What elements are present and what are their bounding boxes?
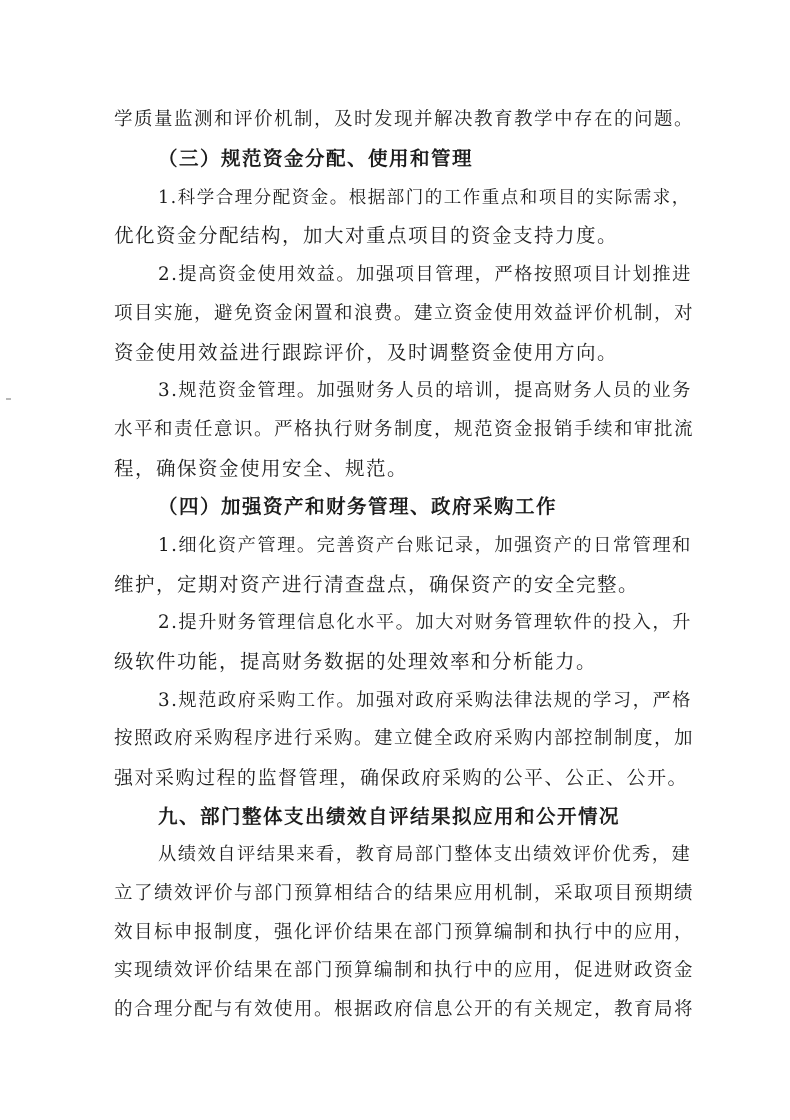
text-line: 级软件功能，提高财务数据的处理效率和分析能力。 bbox=[114, 650, 598, 673]
section-heading: （三）规范资金分配、使用和管理 bbox=[158, 147, 474, 170]
section-heading: （四）加强资产和财务管理、政府采购工作 bbox=[158, 495, 558, 518]
text-line: 资金使用效益进行跟踪评价，及时调整资金使用方向。 bbox=[114, 341, 619, 364]
text-line: 3.规范政府采购工作。加强对政府采购法律法规的学习，严格 bbox=[158, 690, 692, 711]
text-line: 维护，定期对资产进行清查盘点，确保资产的安全完整。 bbox=[114, 573, 640, 596]
text-line: 学质量监测和评价机制，及时发现并解决教育教学中存在的问题。 bbox=[114, 109, 695, 130]
text-line: 程，确保资金使用安全、规范。 bbox=[114, 457, 409, 480]
text-line: 效目标申报制度，强化评价结果在部门预算编制和执行中的应用， bbox=[114, 922, 695, 943]
text-line: 2.提升财务管理信息化水平。加大对财务管理软件的投入，升 bbox=[158, 612, 692, 633]
text-line: 优化资金分配结构，加大对重点项目的资金支持力度。 bbox=[114, 224, 619, 247]
text-line: 从绩效自评结果来看，教育局部门整体支出绩效评价优秀，建 bbox=[158, 844, 692, 865]
chapter-heading: 九、部门整体支出绩效自评结果拟应用和公开情况 bbox=[158, 805, 621, 828]
text-line: 项目实施，避免资金闲置和浪费。建立资金使用效益评价机制，对 bbox=[114, 303, 695, 324]
text-line: 的合理分配与有效使用。根据政府信息公开的有关规定，教育局将 bbox=[114, 999, 695, 1020]
text-line: 强对采购过程的监督管理，确保政府采购的公平、公正、公开。 bbox=[114, 767, 689, 789]
text-line: 2.提高资金使用效益。加强项目管理，严格按照项目计划推进 bbox=[158, 264, 692, 285]
text-line: 1.细化资产管理。完善资产台账记录，加强资产的日常管理和 bbox=[158, 535, 692, 556]
text-line: 1.科学合理分配资金。根据部门的工作重点和项目的实际需求， bbox=[158, 188, 691, 208]
text-line: 立了绩效评价与部门预算相结合的结果应用机制，采取项目预期绩 bbox=[114, 883, 695, 904]
text-line: 水平和责任意识。严格执行财务制度，规范资金报销手续和审批流 bbox=[114, 419, 695, 440]
text-line: 3.规范资金管理。加强财务人员的培训，提高财务人员的业务 bbox=[158, 380, 692, 401]
scan-mark bbox=[6, 398, 11, 400]
text-line: 实现绩效评价结果在部门预算编制和执行中的应用，促进财政资金 bbox=[114, 960, 695, 981]
text-line: 按照政府采购程序进行采购。建立健全政府采购内部控制制度，加 bbox=[114, 728, 695, 749]
